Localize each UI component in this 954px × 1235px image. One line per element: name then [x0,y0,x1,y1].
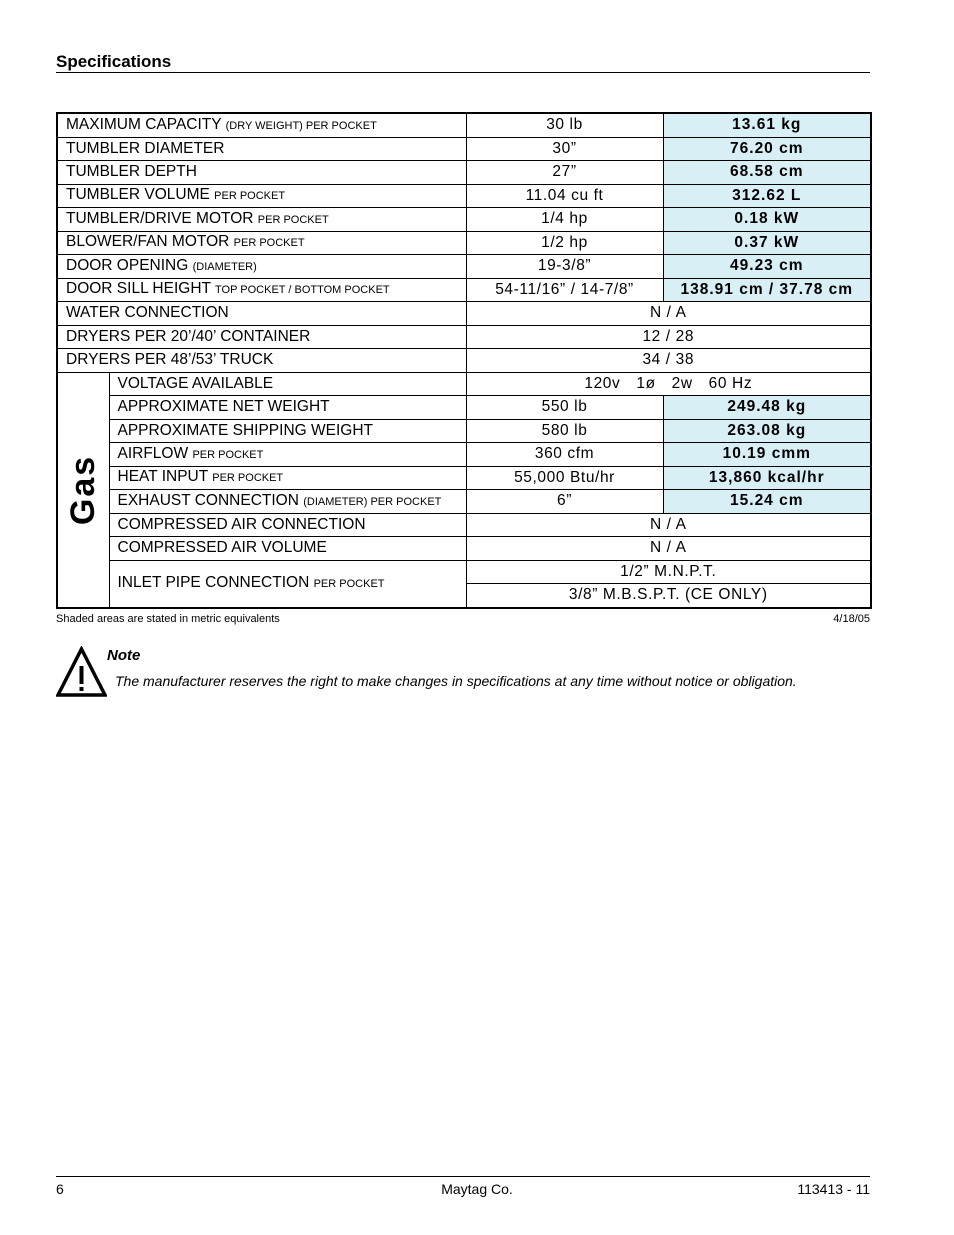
spec-metric-value: 15.24 cm [663,490,871,514]
spec-label: BLOWER/FAN MOTOR [66,233,230,251]
spec-metric-value: 76.20 cm [663,137,871,161]
table-row [57,537,871,561]
specifications-table [56,112,872,609]
spec-label: APPROXIMATE NET WEIGHT [117,398,330,416]
spec-value: 1/4 hp [466,208,663,232]
spec-label: AIRFLOW [117,444,189,462]
spec-value: 360 cfm [466,443,663,467]
spec-metric-value: 49.23 cm [663,255,871,279]
spec-metric-value: 0.18 kW [663,208,871,232]
spec-value: 12 / 28 [466,325,871,349]
spec-label-cell [57,113,466,137]
table-row [57,419,871,443]
spec-label-cell [109,490,466,514]
spec-label: TUMBLER DEPTH [66,163,197,181]
table-row [57,113,871,137]
spec-value: 55,000 Btu/hr [466,466,663,490]
spec-label-cell [57,137,466,161]
spec-label-cell [57,255,466,279]
section-header [56,52,870,73]
spec-metric-value: 68.58 cm [663,161,871,185]
spec-label: COMPRESSED AIR VOLUME [117,539,327,557]
spec-qualifier: PER POCKET [212,472,284,485]
table-row [57,302,871,326]
table-row [57,443,871,467]
spec-label-cell [57,161,466,185]
spec-label-cell [109,537,466,561]
spec-value: 1/2” M.N.P.T. [466,560,871,584]
spec-label: MAXIMUM CAPACITY [66,115,222,133]
metric-footnote: Shaded areas are stated in metric equivalents [56,613,280,625]
spec-value: 580 lb [466,419,663,443]
spec-label: COMPRESSED AIR CONNECTION [117,515,366,533]
spec-label-cell [57,325,466,349]
spec-qualifier: PER POCKET [313,578,385,590]
spec-label: DOOR SILL HEIGHT [66,280,211,298]
table-row [57,184,871,208]
spec-qualifier: (DIAMETER) PER POCKET [303,495,442,508]
spec-qualifier: PER POCKET [192,448,264,461]
table-row [57,560,871,584]
spec-metric-value: 10.19 cmm [663,443,871,467]
gas-section-label: Gas [64,454,103,525]
spec-value: 11.04 cu ft [466,184,663,208]
table-row [57,278,871,302]
spec-label-cell [109,443,466,467]
table-row [57,137,871,161]
page-title: Specifications [56,52,175,72]
spec-label-cell [57,208,466,232]
spec-label: TUMBLER VOLUME [66,186,210,204]
spec-label-cell [109,513,466,537]
spec-qualifier: (DIAMETER) [192,260,257,273]
spec-label: TUMBLER DIAMETER [66,139,225,157]
spec-label-cell [57,278,466,302]
table-row [57,466,871,490]
spec-label: EXHAUST CONNECTION [117,491,299,509]
voltage-value [466,372,871,396]
revision-date: 4/18/05 [833,613,870,625]
spec-label: DOOR OPENING [66,256,189,274]
table-row [57,231,871,255]
spec-value: 30 lb [466,113,663,137]
spec-value: 30” [466,137,663,161]
spec-value: 27” [466,161,663,185]
table-row [57,325,871,349]
spec-value: 550 lb [466,396,663,420]
table-row [57,349,871,373]
spec-metric-value: 138.91 cm / 37.78 cm [663,278,871,302]
spec-label-cell [57,349,466,373]
spec-metric-value: 263.08 kg [663,419,871,443]
spec-label: APPROXIMATE SHIPPING WEIGHT [117,421,373,439]
spec-value: 1/2 hp [466,231,663,255]
footer-divider [56,1176,870,1177]
table-row [57,372,871,396]
note-text: The manufacturer reserves the right to make changes in specifications at any time without notice or obligation. [115,673,797,689]
document-number: 113413 - 11 [797,1181,870,1197]
spec-label-cell [109,396,466,420]
spec-value: 54-11/16” / 14-7/8” [466,278,663,302]
table-row [57,396,871,420]
spec-value: 34 / 38 [466,349,871,373]
spec-label-cell [109,560,466,608]
spec-label: VOLTAGE AVAILABLE [117,374,274,392]
frequency-part: 60 Hz [708,374,753,392]
wire-part: 2w [671,374,693,392]
table-row [57,490,871,514]
spec-metric-value: 0.37 kW [663,231,871,255]
spec-value: N / A [466,537,871,561]
gas-section-label-cell [57,372,109,608]
spec-metric-value: 312.62 L [663,184,871,208]
spec-label: TUMBLER/DRIVE MOTOR [66,209,254,227]
table-row [57,255,871,279]
company-name: Maytag Co. [441,1181,513,1197]
spec-label-cell [109,466,466,490]
phase-part: 1ø [636,374,656,392]
page-number: 6 [56,1181,64,1197]
spec-label: DRYERS PER 20’/40’ CONTAINER [66,327,311,345]
note-title: Note [107,647,141,664]
spec-metric-value: 13,860 kcal/hr [663,466,871,490]
spec-label: DRYERS PER 48’/53’ TRUCK [66,351,274,369]
table-row [57,208,871,232]
table-row [57,513,871,537]
table-row [57,161,871,185]
spec-label-cell [109,419,466,443]
spec-metric-value: 13.61 kg [663,113,871,137]
spec-label-cell [57,302,466,326]
spec-qualifier: (DRY WEIGHT) PER POCKET [225,119,377,132]
warning-triangle-icon [56,646,107,698]
spec-value: N / A [466,302,871,326]
spec-qualifier: PER POCKET [257,213,329,226]
spec-value: 3/8” M.B.S.P.T. (CE ONLY) [466,584,871,608]
spec-label-cell [109,372,466,396]
voltage-part: 120v [584,374,621,392]
spec-qualifier: PER POCKET [214,190,286,203]
spec-label: WATER CONNECTION [66,304,229,322]
spec-label-cell [57,184,466,208]
spec-qualifier: PER POCKET [233,237,305,250]
spec-value: N / A [466,513,871,537]
spec-metric-value: 249.48 kg [663,396,871,420]
spec-value: 6” [466,490,663,514]
spec-label: HEAT INPUT [117,468,208,486]
spec-label: INLET PIPE CONNECTION [117,574,310,591]
spec-label-cell [57,231,466,255]
spec-qualifier: TOP POCKET / BOTTOM POCKET [215,284,390,297]
spec-value: 19-3/8” [466,255,663,279]
